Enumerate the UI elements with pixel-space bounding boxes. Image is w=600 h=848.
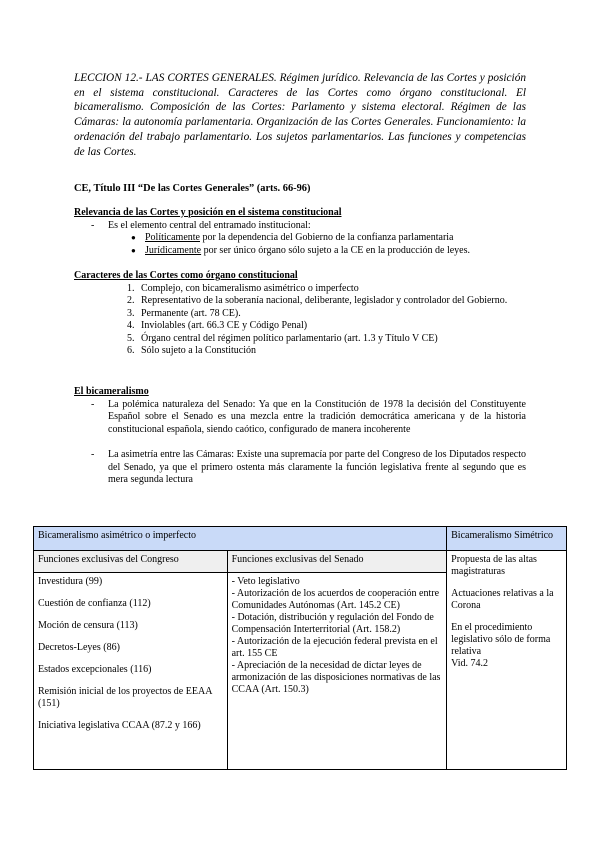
simetrico-cell [447, 551, 567, 770]
list-item: Actuaciones relativas a la Corona [451, 588, 554, 611]
ce-title: CE, Título III “De las Cortes Generales” (arts. 66-96) [74, 183, 311, 194]
list-item: - La polémica naturaleza del Senado: Ya que en la Constitución de 1978 la decisión del Constituyente Español sobre el Senado es una mezcla entre la tradición democrática americana y de la historia constitucional española, siendo caótico, configurado de manera incoherente [74, 399, 526, 437]
header-simetrico: Bicameralismo Simétrico [447, 527, 567, 551]
list-item: Iniciativa legislativa CCAA (87.2 y 166) [38, 720, 201, 731]
list-item: 3. Permanente (art. 78 CE). [127, 307, 241, 319]
relevancia-sublist [74, 232, 526, 257]
list-item: Vid. 74.2 [451, 658, 489, 669]
list-item: Propuesta de las altas magistraturas [451, 554, 537, 577]
list-item: Estados excepcionales (116) [38, 664, 152, 675]
header-asimetrico: Bicameralismo asimétrico o imperfecto [34, 527, 447, 551]
caracteres-heading: Caracteres de las Cortes como órgano constitucional [74, 270, 298, 281]
list-item: 6. Sólo sujeto a la Constitución [127, 345, 256, 356]
list-item: - Apreciación de la necesidad de dictar leyes de armonización de las disposiciones normativas de las CCAA (Art. 150.3) [231, 660, 441, 695]
senado-cell [227, 573, 447, 770]
list-item: - Veto legislativo [231, 576, 300, 587]
list-item: 5. Órgano central del régimen político parlamentario (art. 1.3 y Título V CE) [127, 332, 438, 344]
col-senado-header: Funciones exclusivas del Senado [227, 551, 447, 573]
list-item: Cuestión de confianza (112) [38, 598, 151, 609]
relevancia-heading: Relevancia de las Cortes y posición en el sistema constitucional [74, 207, 342, 218]
list-item: En el procedimiento legislativo sólo de forma relativa [451, 622, 551, 657]
lesson-intro: LECCION 12.- LAS CORTES GENERALES. Régimen jurídico. Relevancia de las Cortes y posición en el sistema constitucional. Caracteres de las Cortes como órgano constitucional. El bicameralismo. Composición de las Cortes: Parlamento y sistema electoral. Régimen de las Cámaras: la autonomía parlamentaria. Organización de las Cortes Generales. Funcionamiento: la ordenación del trabajo parlamentario. Los sujetos parlamentarios. Las funciones y competencias de las Cortes. [74, 72, 526, 158]
list-item: ● Jurídicamente por ser único órgano sólo sujeto a la CE en la producción de leyes. [74, 245, 526, 258]
section-relevancia [74, 207, 526, 257]
list-item: ● Políticamente por la dependencia del Gobierno de la confianza parlamentaria [74, 232, 526, 245]
list-item: - Dotación, distribución y regulación del Fondo de Compensación Interterritorial (Art. 158.2) [231, 612, 434, 635]
list-item: - Autorización de la ejecución federal prevista en el art. 155 CE [231, 636, 438, 659]
list-item: 1. Complejo, con bicameralismo asimétrico o imperfecto [127, 282, 359, 294]
section-bicameralismo [74, 386, 526, 487]
list-item: Remisión inicial de los proyectos de EEAA (151) [38, 686, 212, 709]
list-item: Investidura (99) [38, 576, 103, 587]
list-item: Decretos-Leyes (86) [38, 642, 120, 653]
bicameralismo-list [74, 399, 526, 487]
bicameralismo-heading: El bicameralismo [74, 386, 149, 397]
list-item: - Es el elemento central del entramado institucional: [74, 220, 526, 233]
list-item: 2. Representativo de la soberanía nacional, deliberante, legislador y controlador del Gobierno. [127, 295, 508, 306]
col-congreso-header: Funciones exclusivas del Congreso [34, 551, 228, 573]
list-item: - Autorización de los acuerdos de cooperación entre Comunidades Autónomas (Art. 145.2 CE) [231, 588, 440, 611]
bicameralismo-table [33, 526, 567, 770]
caracteres-list [74, 283, 526, 358]
list-item: 4. Inviolables (art. 66.3 CE y Código Penal) [127, 320, 308, 331]
section-caracteres [74, 270, 526, 358]
relevancia-list [74, 220, 526, 233]
list-item: Moción de censura (113) [38, 620, 138, 631]
congreso-cell [34, 573, 228, 770]
list-item: - La asimetría entre las Cámaras: Existe una supremacía por parte del Congreso de los Diputados respecto del Senado, ya que el primero ostenta más claramente la función legislativa frente al segundo que es mera segunda lectura [74, 449, 526, 487]
